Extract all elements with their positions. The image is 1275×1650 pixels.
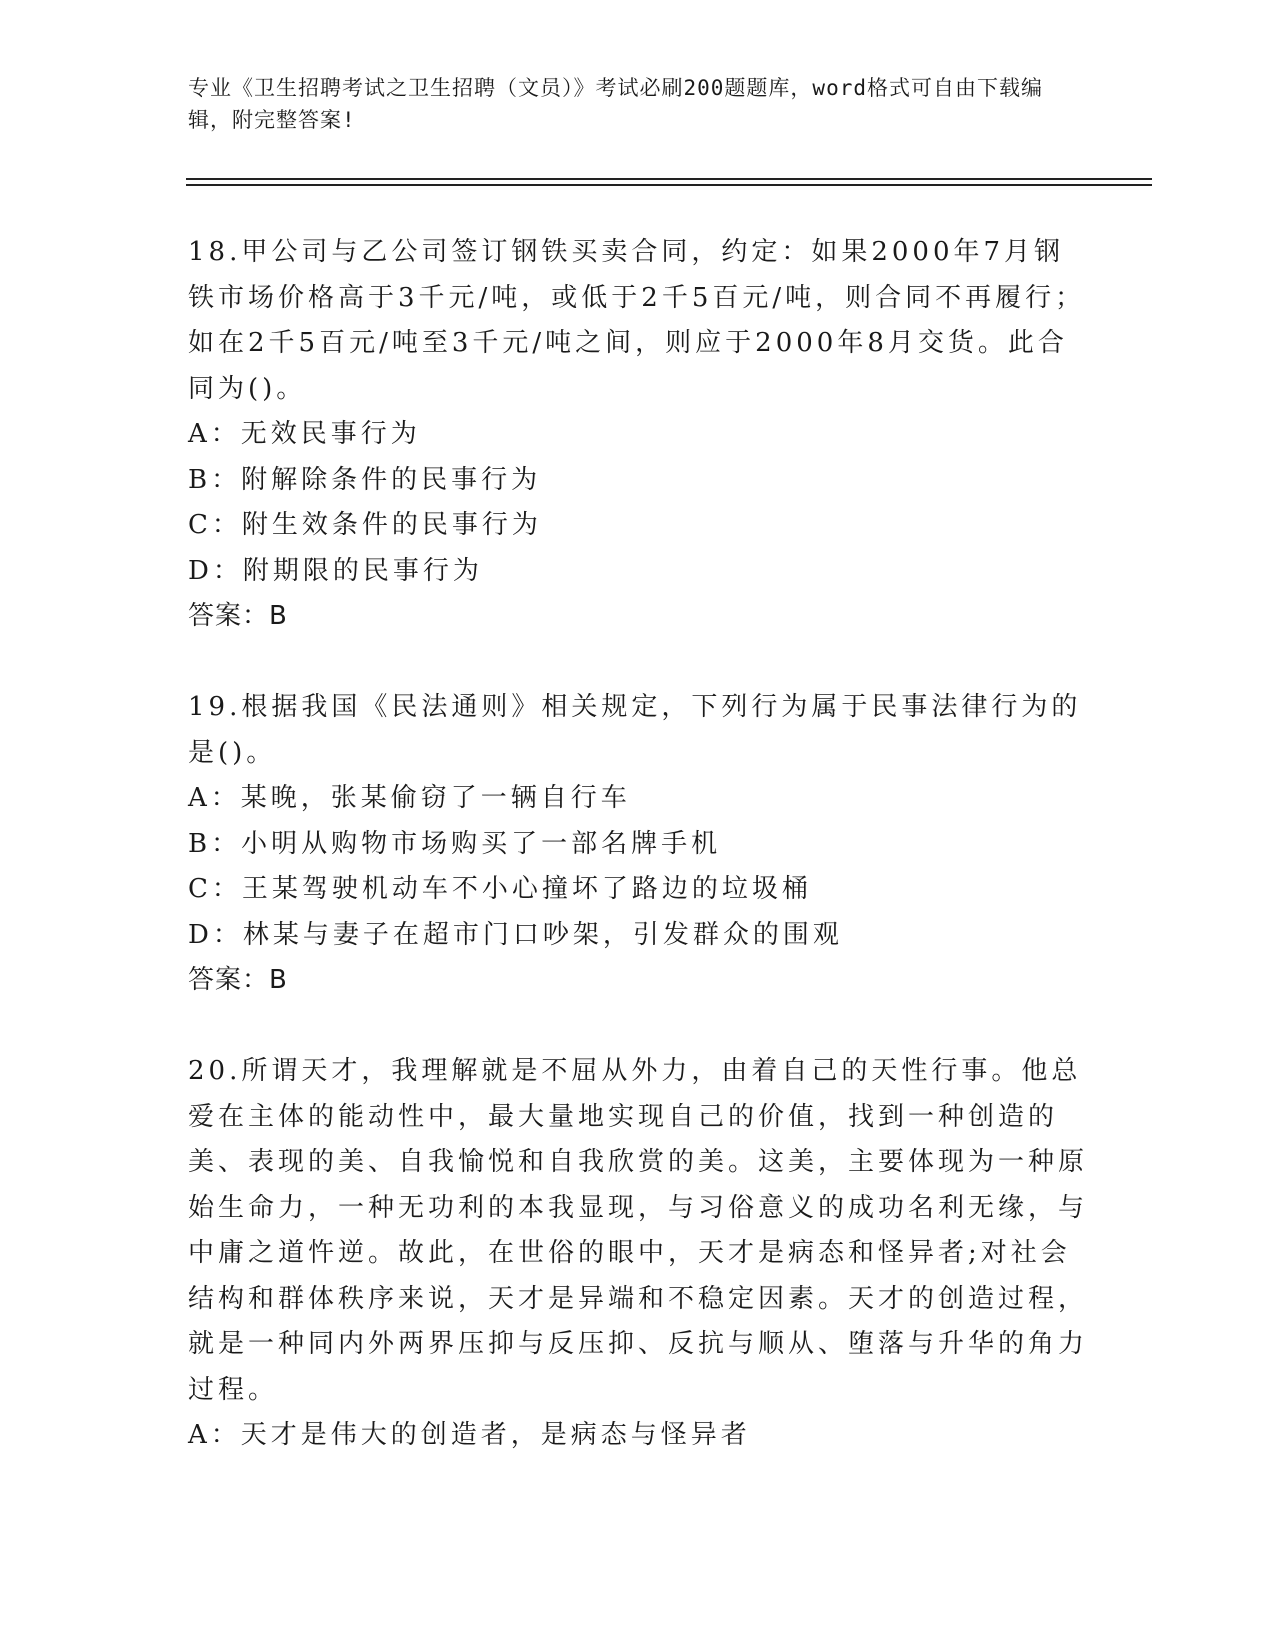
question-stem: 18.甲公司与乙公司签订钢铁买卖合同，约定：如果2000年7月钢铁市场价格高于3千元/吨，或低于2千5百元/吨，则合同不再履行；如在2千5百元/吨至3千元/吨之间，则应于2000年8月交货。此合同为()。 [188,237,1086,404]
header-text: 专业《卫生招聘考试之卫生招聘（文员）》考试必刷200题题库，word格式可自由下载编辑，附完整答案! [188,76,1043,132]
option-c: C：王某驾驶机动车不小心撞坏了路边的垃圾桶 [188,874,812,904]
option-a: A：某晚，张某偷窃了一辆自行车 [188,783,631,813]
option-b: B：附解除条件的民事行为 [188,464,542,495]
document-header [188,72,1068,136]
question-list [188,230,1088,1459]
option-b: B：小明从购物市场购买了一部名牌手机 [188,828,722,859]
question-spacer [188,1004,1088,1050]
question-19 [188,685,1088,1004]
answer-line: 答案：B [188,965,288,995]
question-20 [188,1049,1088,1459]
question-stem: 20.所谓天才，我理解就是不屈从外力，由着自己的天性行事。他总爱在主体的能动性中，最大量地实现自己的价值，找到一种创造的美、表现的美、自我愉悦和自我欣赏的美。这美，主要体现为一种原始生命力，一种无功利的本我显现，与习俗意义的成功名利无缘，与中庸之道忤逆。故此，在世俗的眼中，天才是病态和怪异者;对社会结构和群体秩序来说，天才是异端和不稳定因素。天才的创造过程，就是一种同内外两界压抑与反压抑、反抗与顺从、堕落与升华的角力过程。 [188,1056,1089,1405]
question-18 [188,230,1088,640]
question-spacer [188,640,1088,686]
header-divider-top [186,178,1152,180]
header-divider-bottom [186,184,1152,186]
question-stem: 19.根据我国《民法通则》相关规定，下列行为属于民事法律行为的是()。 [188,692,1082,768]
option-d: D：林某与妻子在超市门口吵架，引发群众的围观 [188,919,843,950]
option-c: C：附生效条件的民事行为 [188,510,542,540]
option-a: A：无效民事行为 [188,419,421,449]
answer-line: 答案：B [188,601,288,631]
option-a: A：天才是伟大的创造者，是病态与怪异者 [188,1420,751,1450]
option-d: D：附期限的民事行为 [188,555,483,586]
